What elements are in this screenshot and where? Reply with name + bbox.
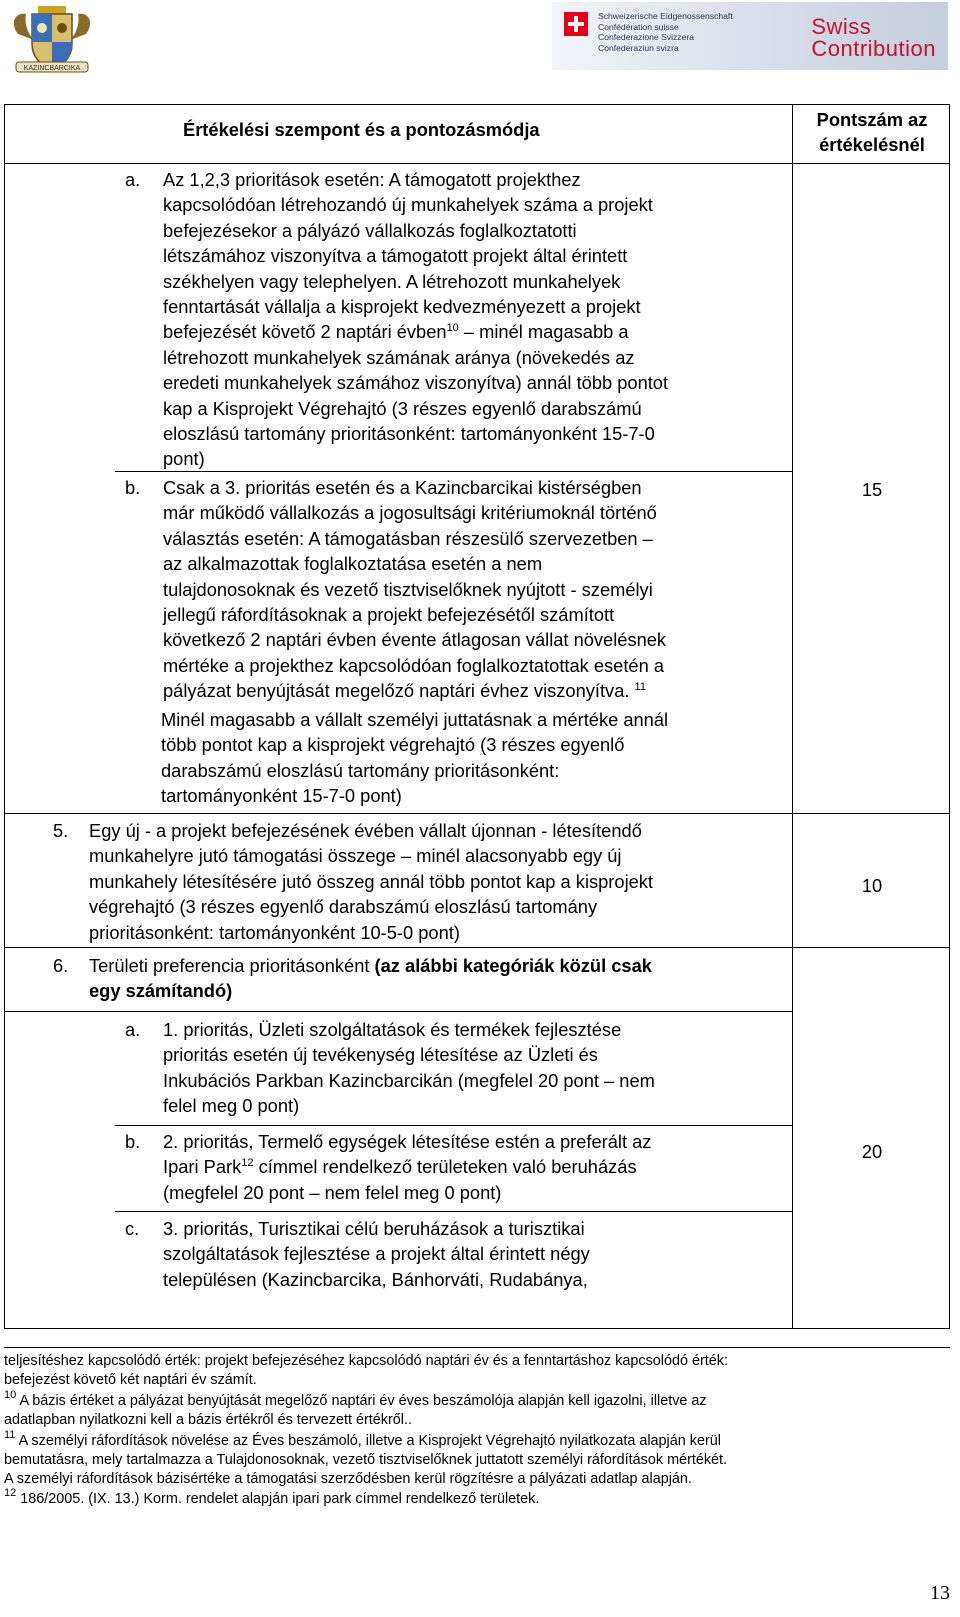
row6-a-text: 1. prioritás, Üzleti szolgáltatások és termékek fejlesztése prioritás esetén új tevékenység létesítése az Üzleti és Inkubációs Parkban Kazincbarcikán (megfelel 20 pont – nem felel meg 0 pont) (163, 1019, 655, 1117)
row6-a-marker: a. (125, 1019, 141, 1040)
footnote-ref-12: 12 (241, 1157, 254, 1170)
row6-text: Területi preferencia prioritásonként (az alábbi kategóriák közül csak egy számítandó) (89, 955, 652, 1002)
row4-a-text: Az 1,2,3 prioritások esetén: A támogatott projekthez kapcsolódóan létrehozandó új munkahelyek száma a projekt befejezésekor a pályázó vállalkozás foglalkoztatotti létszámához viszonyítva a támogatott projekt által érintett székhelyen vagy telephelyen. A létrehozott munkahelyek fenntartását vállalja a kisprojekt kedvezményezett a projekt befejezését követő 2 naptári évben$^{10}$ – minél magasabb a létrehozott munkahelyek számának aránya (növekedés az eredeti munkahelyek számához viszonyítva) annál több pontot kap a Kisprojekt Végrehajtó (3 részes egyenlő darabszámú eloszlású tartomány prioritásonként: tartományonként 15-7-0 pont) (163, 169, 669, 470)
row5-marker: 5. (53, 820, 69, 841)
footnote-12: $^{12}$ 186/2005. (IX. 13.) Korm. rendelet alapján ipari park címmel rendelkező területek. (4, 1487, 540, 1507)
row6-c-marker: c. (125, 1218, 140, 1239)
row6-b-marker: b. (125, 1131, 141, 1152)
row6-header-rule (5, 1011, 792, 1012)
page-number: 13 (930, 1582, 950, 1604)
column-header-criteria: Értékelési szempont és a pontozásmódja (183, 119, 540, 140)
row6-marker: 6. (53, 955, 69, 976)
row5-text: Egy új - a projekt befejezésének évében vállalt újonnan - létesítendő munkahelyre jutó támogatási összege – minél alacsonyabb egy új munkahely létesítésére jutó összeg annál több pontot kap a kisprojekt végrehajtó (3 részes egyenlő darabszámú eloszlású tartomány prioritásonként: tartományonként 10-5-0 pont) (89, 820, 654, 943)
row6-b-rule (115, 1211, 792, 1212)
row4-score: 15 (861, 479, 883, 500)
footnote-11: $^{11}$ A személyi ráfordítások növelése az Éves beszámoló, illetve a Kisprojekt Végrehajtó nyilatkozata alapján kerül bemutatásra, mely tartalmazza a Tulajdonosoknak, vezető tisztviselőknek juttatott személyi ráfordítások mértékét. A személyi ráfordítások bázisértéke a támogatási szerződésben kerül rögzítésre a pályázati adatlap alapján. (4, 1429, 728, 1487)
row6-a-rule (115, 1125, 792, 1126)
row4-b-text: Csak a 3. prioritás esetén és a Kazincbarcikai kistérségben már működő vállalkozás a jogosultsági kritériumoknál történő választás esetén: A támogatásban részesülő szervezetben – az alkalmazottak foglalkoztatása esetén a nem tulajdonosoknak és vezető tisztviselőknek nyújtott - személyi jellegű ráfordításoknak a projekt befejezésétől számított következő 2 naptári évben évente átlagosan vállat növelésnek mértéke a projekthez kapcsolódóan foglalkoztatottak esetén a pályázat benyújtását megelőző naptári évhez viszonyítva. $^{11}$ (163, 477, 667, 702)
row4-a-rule (115, 471, 792, 472)
coat-of-arms-icon (4, 4, 100, 76)
svg-text:KAZINCBARCIKA: KAZINCBARCIKA (23, 65, 81, 72)
swiss-confederation-text: Schweizerische Eidgenossenschaft Confédération suisse Confederazione Svizzera Confederaziun svizra (598, 11, 733, 53)
row4-b-marker: b. (125, 477, 141, 498)
row4-rule (5, 813, 949, 814)
row6-b-text: 2. prioritás, Termelő egységek létesítése estén a preferált az Ipari Park$^{12}$ címmel rendelkező területeken való beruházás (megfelel 20 pont – nem felel meg 0 pont) (163, 1131, 652, 1203)
footnote-ref-10: 10 (446, 322, 459, 335)
swiss-flag-icon (564, 12, 588, 36)
row5-score: 10 (861, 875, 883, 896)
row6-score: 20 (861, 1141, 883, 1162)
footnote-ref-11: 11 (634, 681, 646, 694)
swiss-contribution-wordmark: Swiss Contribution (811, 14, 936, 61)
row4-a-marker: a. (125, 169, 141, 190)
footnote-separator (4, 1347, 950, 1348)
evaluation-table (4, 104, 950, 1329)
coat-of-arms-logo (4, 4, 100, 76)
footnote-10: $^{10}$ A bázis értéket a pályázat benyújtását megelőző naptári év éves beszámolója alapján kell igazolni, illetve az adatlapban nyilatkozni kell a bázis értékről és tervezett értékről.. (4, 1389, 707, 1428)
row5-rule (5, 947, 949, 948)
row6-c-text: 3. prioritás, Turisztikai célú beruházások a turisztikai szolgáltatások fejlesztése a projekt által érintett négy településen (Kazincbarcika, Bánhorváti, Rudabánya, (163, 1218, 590, 1290)
footnote-continuation: teljesítéshez kapcsolódó érték: projekt befejezéséhez kapcsolódó naptári év és a fenntartáshoz kapcsolódó érték: befejezést követő két naptári év számít. (4, 1353, 728, 1388)
swiss-contribution-logo (552, 2, 948, 70)
column-header-score: Pontszám az értékelésnél (816, 109, 928, 156)
row4-b-text-2: Minél magasabb a vállalt személyi juttatásnak a mértéke annál több pontot kap a kisprojekt végrehajtó (3 részes egyenlő darabszámú eloszlású tartomány prioritásonként: tartományonként 15-7-0 pont) (161, 709, 669, 807)
header-rule (5, 163, 949, 164)
